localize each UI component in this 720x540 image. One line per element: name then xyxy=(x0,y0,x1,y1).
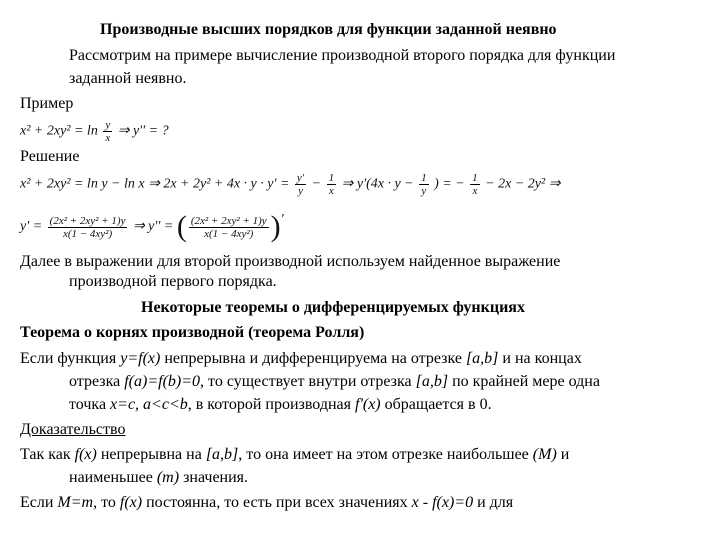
theorem-title: Теорема о корнях производной (теорема Ролля) xyxy=(20,324,365,341)
fraction: $\frac{1}{x}$ xyxy=(472,172,478,197)
intro-line-2: заданной неявно. xyxy=(69,70,187,87)
theorem-line-1: Если функция y=f(x) непрерывна и дифференцируема на отрезке [a,b] и на концах xyxy=(20,350,582,367)
equation-part: x² + 2xy² = ln y − ln x ⇒ 2x + 2y² + 4x · y · y' = xyxy=(20,176,290,192)
fraction: $\frac{\text{(2x² + 2xy² + 1)y}}{\text{x(1 − 4xy²)}}$ xyxy=(190,214,267,240)
fraction: $\frac{y'}{y}$ xyxy=(296,172,305,197)
example-equation xyxy=(20,119,169,144)
fraction: $\frac{1}{x}$ xyxy=(328,172,335,197)
theorem-line-3: точка x=c, a<c<b, в которой производная f'(x) обращается в 0. xyxy=(69,396,492,413)
section-title: Некоторые теоремы о дифференцируемых функциях xyxy=(141,299,525,316)
prime-mark: ' xyxy=(280,212,284,227)
proof-label: Доказательство xyxy=(20,421,126,438)
equation-part: x² + 2xy² = ln xyxy=(20,123,98,139)
equation-part: − xyxy=(311,176,322,192)
proof-line-3: Если M=m, то f(x) постоянна, то есть при всех значениях x - f(x)=0 и для xyxy=(20,494,514,511)
example-label: Пример xyxy=(20,95,74,112)
left-paren-icon: ( xyxy=(176,210,187,243)
equation-part: ⇒ y'' = xyxy=(132,219,174,235)
derivative-equation xyxy=(20,212,284,242)
page-title: Производные высших порядков для функции заданной неявно xyxy=(100,21,557,38)
fraction: $\frac{1}{y}$ xyxy=(421,172,427,197)
proof-line-1: Так как f(x) непрерывна на [a,b], то она имеет на этом отрезке наибольшее (M) и xyxy=(20,446,570,463)
equation-part: − 2x − 2y² ⇒ xyxy=(485,176,561,192)
equation-part: ) = − xyxy=(434,176,465,192)
equation-part: ⇒ y'' = ? xyxy=(117,123,169,139)
theorem-line-2: отрезка f(a)=f(b)=0, то существует внутри отрезка [a,b] по крайней мере одна xyxy=(69,373,600,390)
solution-label: Решение xyxy=(20,148,80,165)
intro-line-1: Рассмотрим на примере вычисление производной второго порядка для функции xyxy=(69,47,616,64)
equation-part: ⇒ y'(4x · y − xyxy=(341,176,414,192)
equation-part: y' = xyxy=(20,219,43,235)
further-line-2: производной первого порядка. xyxy=(69,273,277,290)
further-line-1: Далее в выражении для второй производной используем найденное выражение xyxy=(20,253,561,270)
solution-equation xyxy=(20,172,560,197)
fraction: $\frac{y}{x}$ xyxy=(105,119,111,144)
fraction: $\frac{\text{(2x² + 2xy² + 1)y}}{\text{x(1 − 4xy²)}}$ xyxy=(49,214,126,240)
proof-line-2: наименьшее (m) значения. xyxy=(69,469,249,486)
right-paren-icon: ) xyxy=(270,210,281,243)
